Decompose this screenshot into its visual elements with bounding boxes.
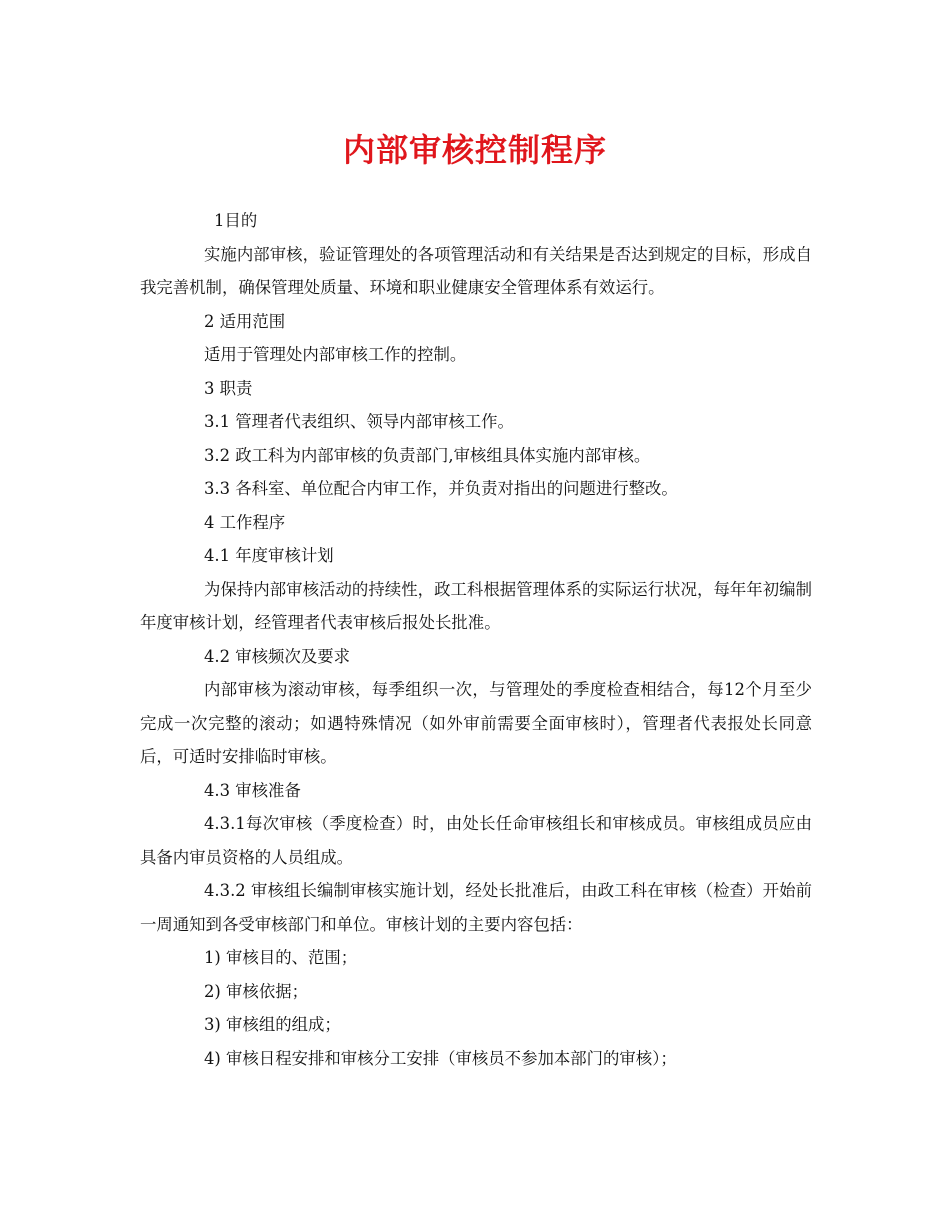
list-item: 3) 审核组的组成； — [204, 1015, 341, 1034]
list-item: 3.3 各科室、单位配合内审工作，并负责对指出的问题进行整改。 — [204, 479, 678, 498]
body-paragraph: 4.3.2 审核组长编制审核实施计划，经处长批准后，由政工科在审核（检查）开始前一周通知到各受审核部门和单位。审核计划的主要内容包括： — [140, 881, 812, 934]
body-paragraph: 为保持内部审核活动的持续性，政工科根据管理体系的实际运行状况，每年年初编制年度审核计划，经管理者代表审核后报处长批准。 — [140, 579, 812, 632]
body-paragraph: 适用于管理处内部审核工作的控制。 — [204, 345, 467, 364]
list-item: 2) 审核依据； — [204, 981, 308, 1001]
list-item: 4) 审核日程安排和审核分工安排（审核员不参加本部门的审核）； — [204, 1048, 677, 1068]
body-paragraph: 实施内部审核，验证管理处的各项管理活动和有关结果是否达到规定的目标，形成自我完善机制，确保管理处质量、环境和职业健康安全管理体系有效运行。 — [140, 244, 812, 297]
subsection-heading: 4.1 年度审核计划 — [204, 546, 334, 565]
body-paragraph: 内部审核为滚动审核，每季组织一次，与管理处的季度检查相结合，每12个月至少完成一次完整的滚动；如遇特殊情况（如外审前需要全面审核时），管理者代表报处长同意后，可适时安排临时审核。 — [140, 680, 812, 766]
section-heading: 4 工作程序 — [204, 512, 286, 532]
section-heading: 1目的 — [214, 211, 258, 230]
subsection-heading: 4.2 审核频次及要求 — [204, 646, 351, 666]
list-item: 3.2 政工科为内部审核的负责部门,审核组具体实施内部审核。 — [204, 445, 651, 465]
list-item: 1) 审核目的、范围； — [204, 948, 358, 967]
subsection-heading: 4.3 审核准备 — [204, 780, 301, 800]
document-body — [140, 204, 812, 1075]
list-item: 3.1 管理者代表组织、领导内部审核工作。 — [204, 412, 514, 431]
body-paragraph: 4.3.1每次审核（季度检查）时，由处长任命审核组长和审核成员。审核组成员应由具备内审员资格的人员组成。 — [140, 814, 812, 867]
page-title: 内部审核控制程序 — [342, 131, 607, 169]
section-heading: 2 适用范围 — [204, 311, 286, 331]
section-heading: 3 职责 — [204, 378, 253, 398]
